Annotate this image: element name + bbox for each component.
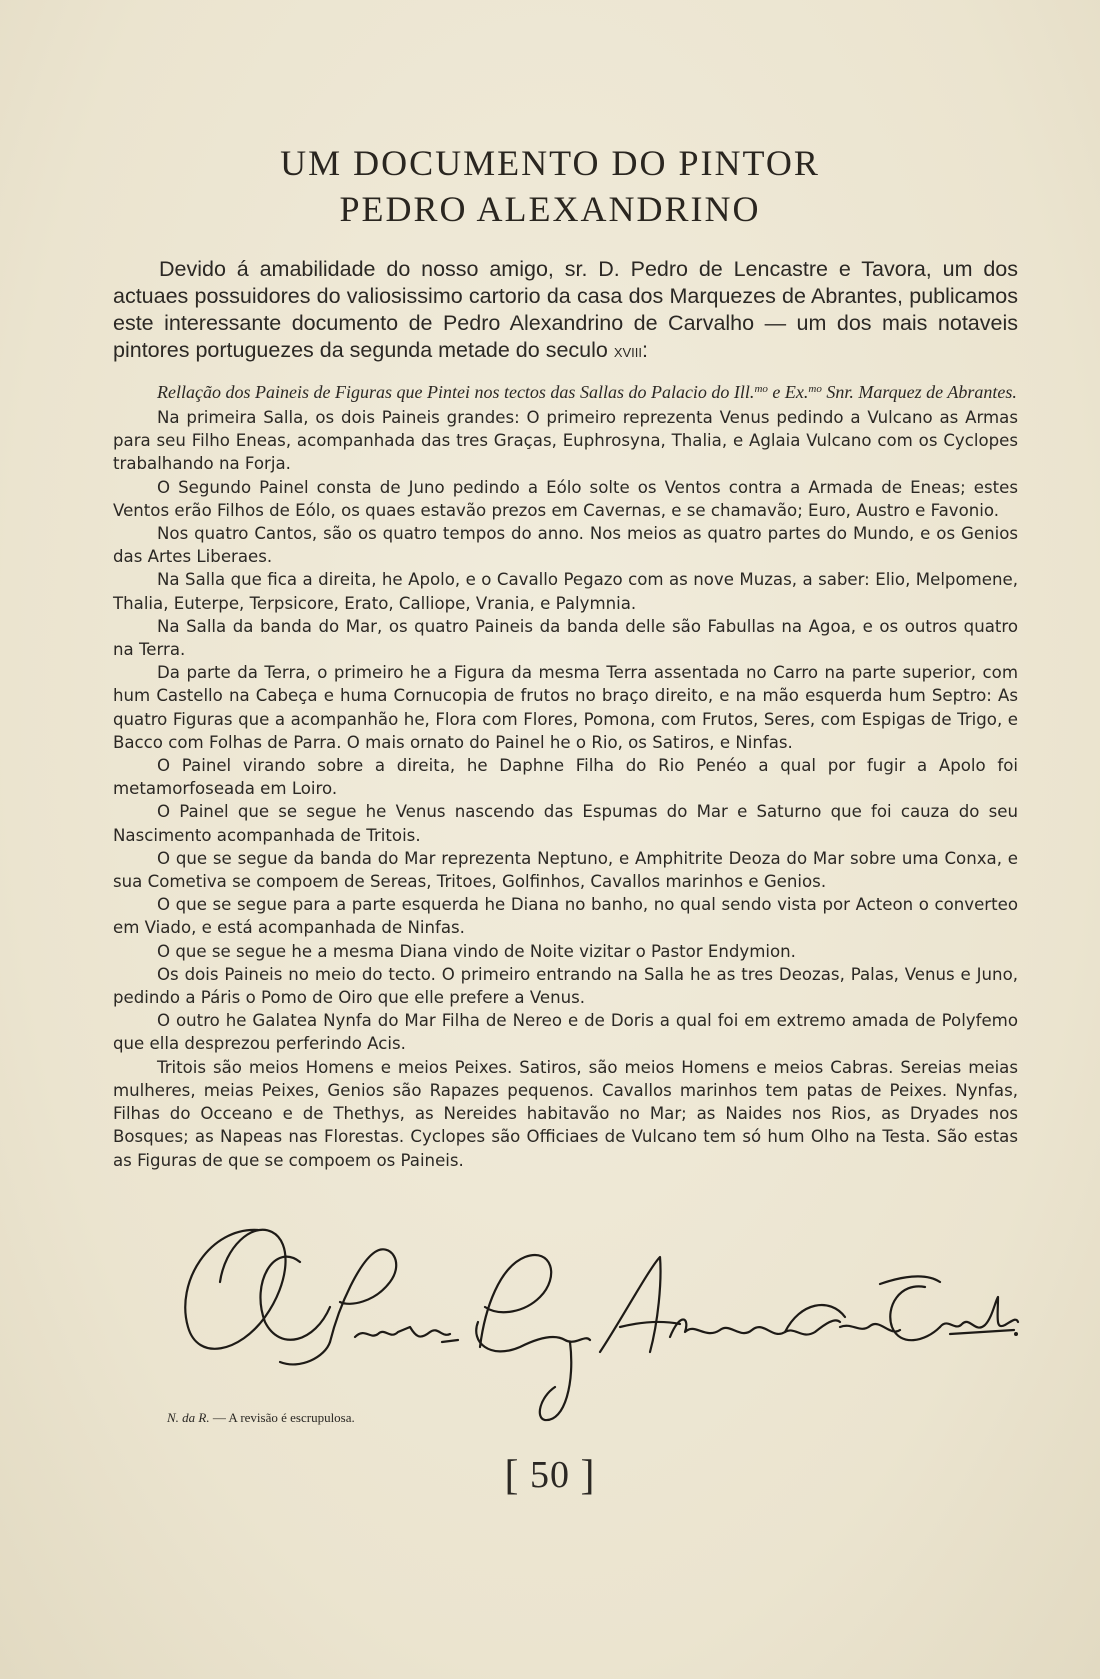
paragraph: Na Salla da banda do Mar, os quatro Paineis da banda delle são Fabullas na Agoa, e os outros quatro na Terra.	[113, 616, 1018, 660]
intro-century: xviii	[613, 341, 643, 361]
paragraph: O que se segue para a parte esquerda he Diana no banho, no qual sendo vista por Acteon o converteo em Viado, e está acompanhada de Ninfas.	[113, 895, 1018, 938]
note-text: — A revisão é escrupulosa.	[209, 1410, 355, 1425]
paragraph: O que se segue da banda do Mar reprezenta Neptuno, e Amphitrite Deoza do Mar sobre uma Conxa, e sua Cometiva se compoem de Sereas, Tritoes, Golfinhos, Cavallos marinhos e Genios.	[113, 848, 1018, 892]
signature-drawing	[180, 1222, 1020, 1432]
paragraph: Tritois são meios Homens e meios Peixes. Satiros, são meios Homens e meios Cabras. Sereias meias mulheres, meias Peixes, Genios são Rapazes pequenos. Cavallos marinhos tem patas de Peixes. Nynfas, Filhas do Occeano e de Thethys, as Nereides habitavão no Mar; as Naides nos Rios, as Dryades nos Bosques; as Napeas nas Florestas. Cyclopes são Officiaes de Vulcano tem só hum Olho na Testa. São estas as Figuras de que se compoem os Paineis.	[113, 1057, 1018, 1170]
bracket-open: [	[504, 1453, 520, 1499]
relacao-sup-2: mo	[808, 383, 822, 395]
title-line-2: PEDRO ALEXANDRINO	[339, 189, 761, 229]
document-body	[113, 380, 1018, 1172]
bracket-close: ]	[580, 1453, 596, 1499]
relacao-sup-1: mo	[754, 383, 768, 395]
page-number-value: 50	[530, 1454, 570, 1496]
paragraph: Na primeira Salla, os dois Paineis grandes: O primeiro reprezenta Venus pedindo a Vulcano as Armas para seu Filho Eneas, acompanhada das tres Graças, Euphrosyna, Thalia, e Aglaia Vulcano com os Cyclopes trabalhando na Forja.	[113, 408, 1018, 474]
intro-end: :	[642, 338, 648, 362]
relacao-text-b: e Ex.	[767, 382, 809, 402]
relacao-text-c: Snr. Marquez de Abrantes.	[821, 382, 1017, 402]
relacao-heading	[113, 380, 1018, 404]
paragraph: O que se segue he a mesma Diana vindo de Noite vizitar o Pastor Endymion.	[157, 941, 796, 961]
paragraph: O Painel que se segue he Venus nascendo das Espumas do Mar e Saturno que foi cauza do seu Nascimento acompanhada de Tritois.	[113, 802, 1018, 845]
relacao-text-a: Rellação dos Paineis de Figuras que Pintei nos tectos das Sallas do Palacio do Ill.	[157, 382, 755, 402]
intro-text: Devido á amabilidade do nosso amigo, sr. D. Pedro de Lencastre e Tavora, um dos actuaes possuidores do valiosissimo cartorio da casa dos Marquezes de Abrantes, publicamos este interessante documento de Pedro Alexandrino de Carvalho — um dos mais notaveis pintores portuguezes da segunda metade do seculo	[113, 257, 1018, 362]
paragraph: Nos quatro Cantos, são os quatro tempos do anno. Nos meios as quatro partes do Mundo, e os Genios das Artes Liberaes.	[113, 524, 1018, 567]
page-number	[0, 1450, 1100, 1498]
intro-paragraph	[113, 256, 1018, 365]
paragraph: Da parte da Terra, o primeiro he a Figura da mesma Terra assentada no Carro na parte superior, com hum Castello na Cabeça e huma Cornucopia de frutos no braço direito, e na mão esquerda hum Septro: As quatro Figuras que a acompanhão he, Flora com Flores, Pomona, com Frutos, Seres, com Espigas de Trigo, e Bacco com Folhas de Parra. O mais ornato do Painel he o Rio, os Satiros, e Ninfas.	[113, 663, 1018, 752]
paragraph: O Painel virando sobre a direita, he Daphne Filha do Rio Penéo a qual por fugir a Apolo foi metamorfoseada em Loiro.	[113, 756, 1018, 799]
paragraph: O outro he Galatea Nynfa do Mar Filha de Nereo e de Doris a qual foi em extremo amada de Polyfemo que ella desprezou perferindo Acis.	[113, 1011, 1018, 1054]
editor-note	[167, 1410, 355, 1426]
handwritten-signature	[180, 1222, 1020, 1432]
title-line-1: UM DOCUMENTO DO PINTOR	[280, 143, 820, 183]
paragraph: Na Salla que fica a direita, he Apolo, e o Cavallo Pegazo com as nove Muzas, a saber: Elio, Melpomene, Thalia, Euterpe, Terpsicore, Erato, Calliope, Vrania, e Palymnia.	[113, 570, 1018, 613]
paragraph: Os dois Paineis no meio do tecto. O primeiro entrando na Salla he as tres Deozas, Palas, Venus e Juno, pedindo a Páris o Pomo de Oiro que elle prefere a Venus.	[113, 964, 1018, 1008]
paragraph: O Segundo Painel consta de Juno pedindo a Eólo solte os Ventos contra a Armada de Eneas; estes Ventos erão Filhos de Eólo, os quaes estavão prezos em Cavernas, e se chamavão; Euro, Austro e Favonio.	[113, 477, 1018, 520]
note-label: N. da R.	[167, 1410, 210, 1425]
